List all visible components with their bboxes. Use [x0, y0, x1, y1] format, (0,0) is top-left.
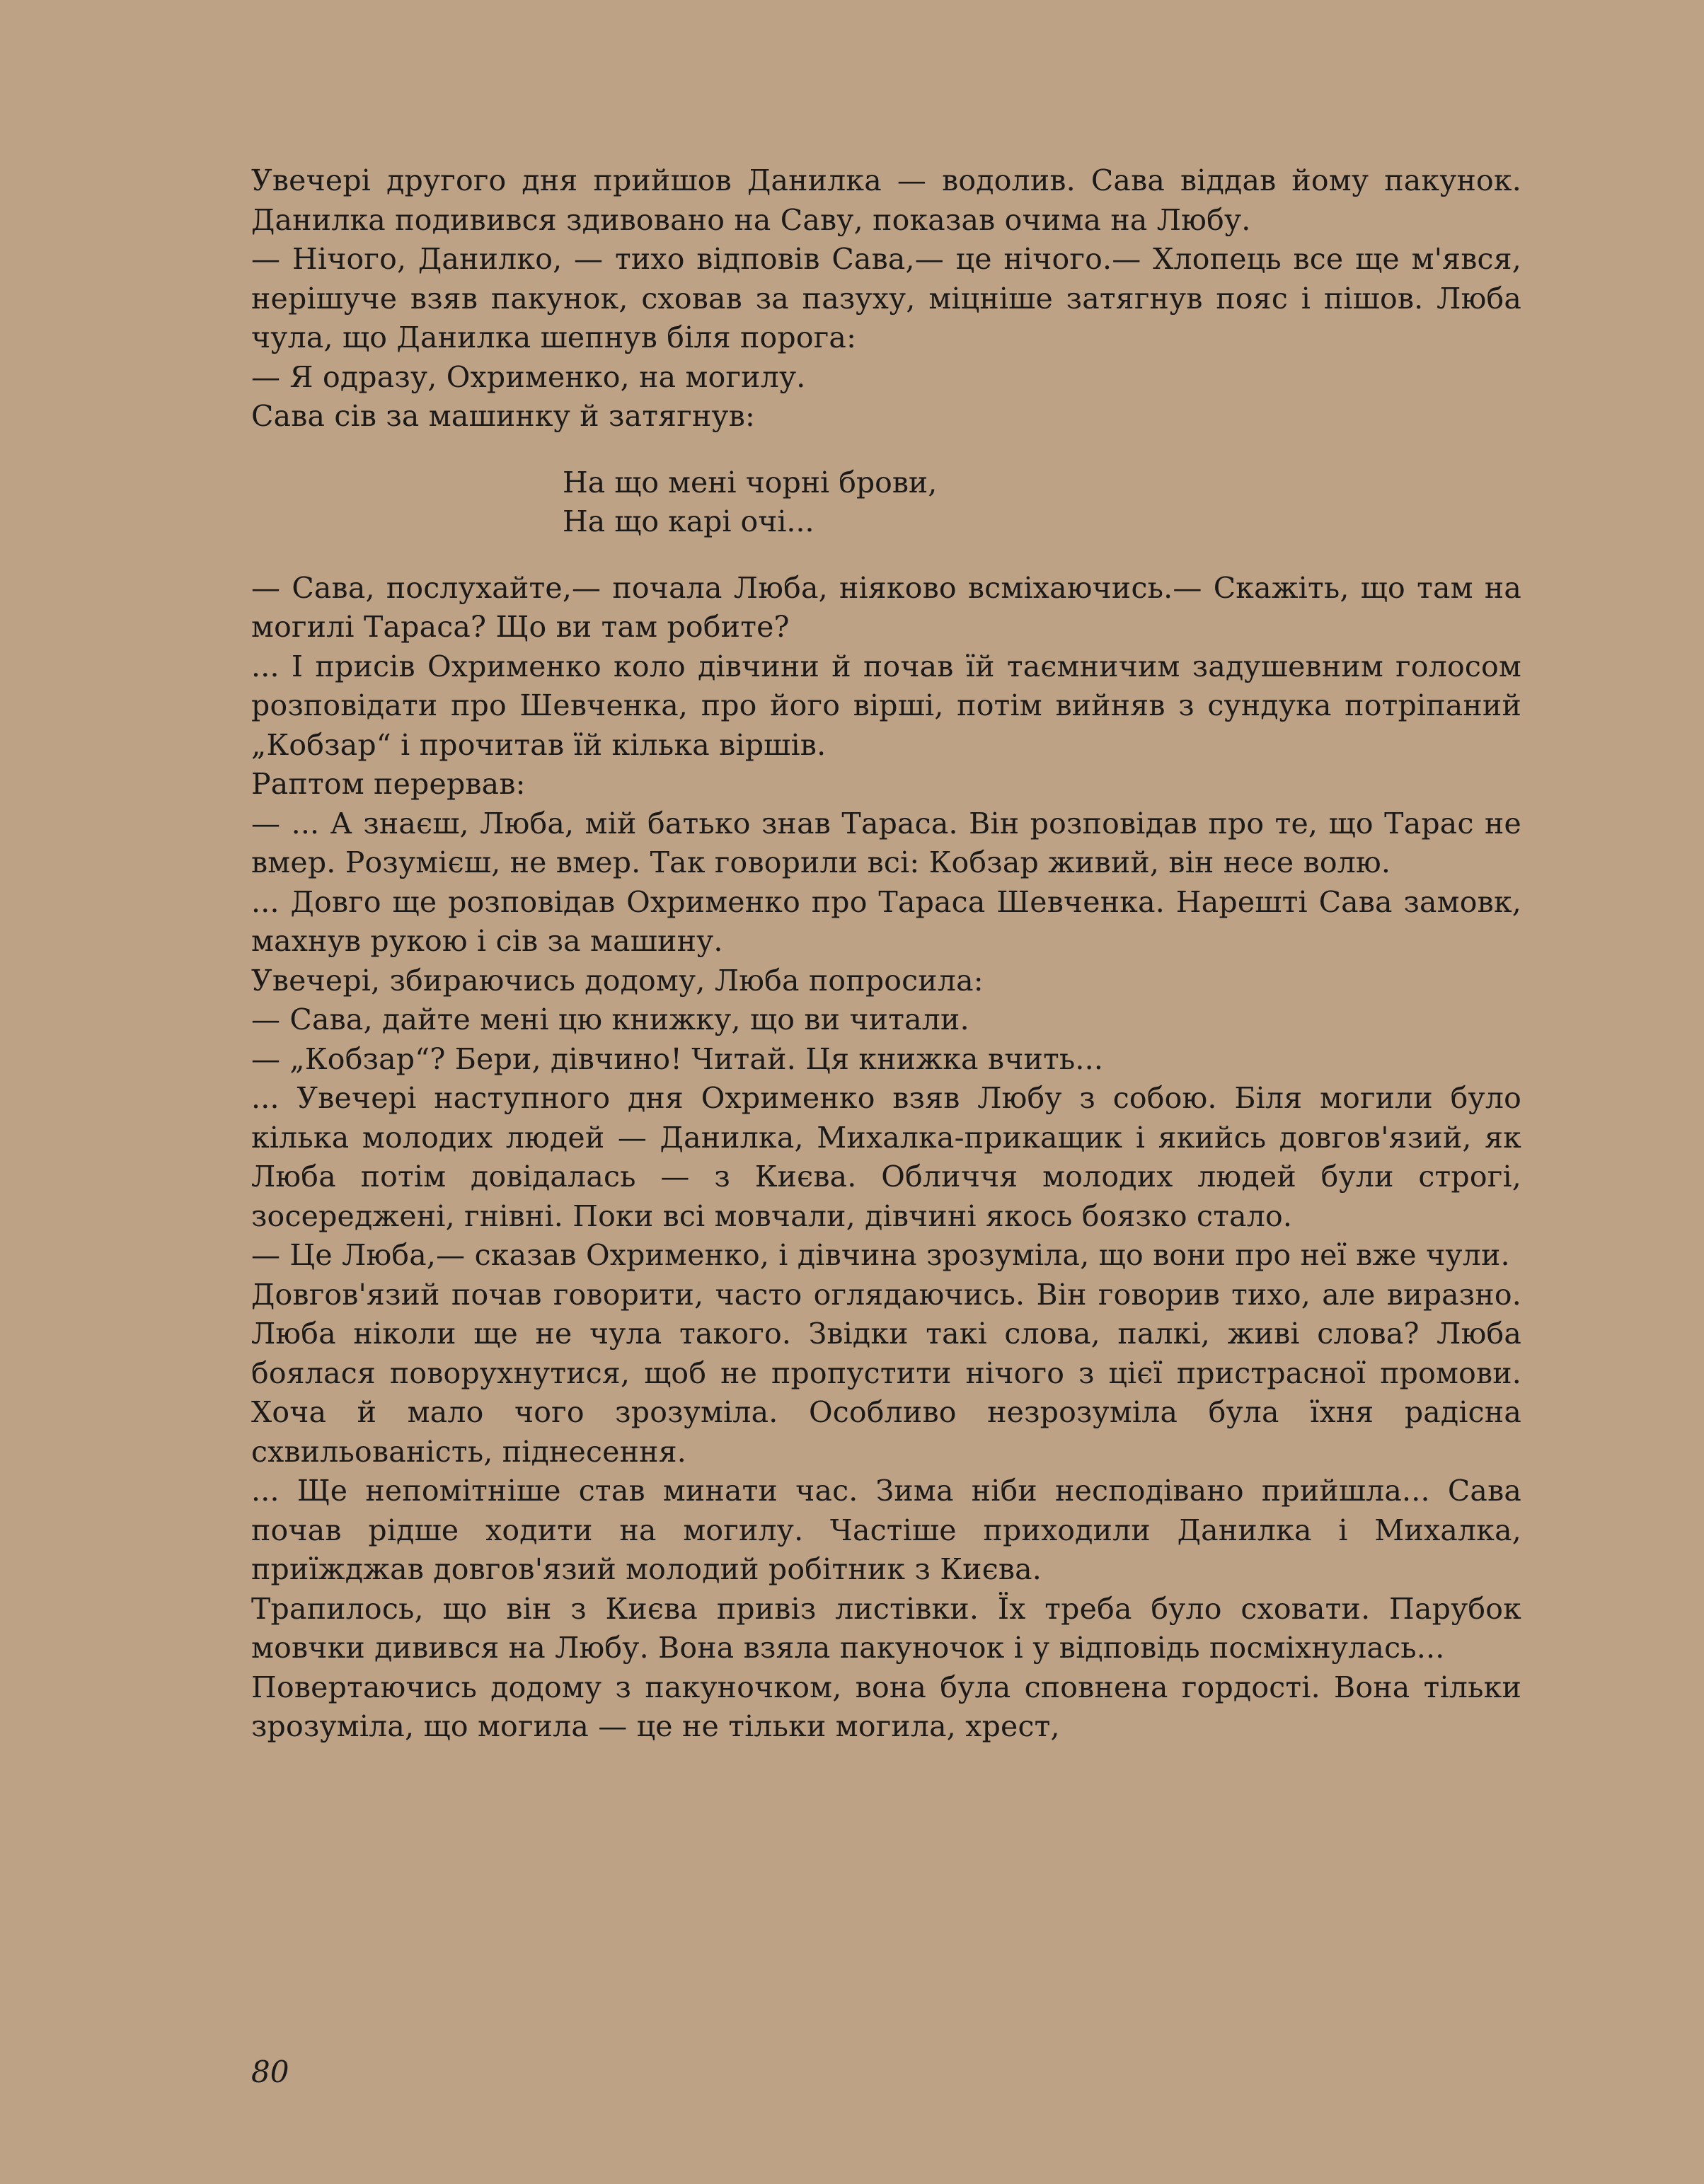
verse-line-1: На що мені чорні брови, [563, 465, 938, 499]
page-number: 80 [251, 2055, 289, 2089]
paragraph-14: — Це Люба,— сказав Охрименко, і дівчина зрозуміла, що вони про неї вже чули. [251, 1238, 1510, 1272]
page-text-block [251, 161, 1521, 1747]
paragraph-8: — ... А знаєш, Люба, мій батько знав Тараса. Він розповідав про те, що Тарас не вмер. Розумієш, не вмер. Так говорили всі: Кобзар живий, він несе волю. [251, 806, 1521, 879]
paragraph-7: Раптом перервав: [251, 767, 526, 801]
paragraph-1: Увечері другого дня прийшов Данилка — водолив. Сава віддав йому пакунок. Данилка подивився здивовано на Саву, показав очима на Любу. [251, 163, 1521, 237]
verse-quote [251, 463, 1521, 542]
paragraph-2: — Нічого, Данилко, — тихо відповів Сава,— це нічого.— Хлопець все ще м'явся, нерішуче взяв пакунок, сховав за пазуху, міцніше затягнув пояс і пішов. Люба чула, що Данилка шепнув біля порога: [251, 242, 1521, 354]
paragraph-18: Повертаючись додому з пакуночком, вона була сповнена гордості. Вона тільки зрозуміла, що могила — це не тільки могила, хрест, [251, 1670, 1521, 1743]
paragraph-17: Трапилось, що він з Києва привіз листівки. Їх треба було сховати. Парубок мовчки дивився на Любу. Вона взяла пакуночок і у відповідь посміхнулась... [251, 1591, 1521, 1665]
paragraph-3: — Я одразу, Охрименко, на могилу. [251, 359, 806, 394]
paragraph-4: Сава сів за машинку й затягнув: [251, 399, 756, 433]
paragraph-15: Довгов'язий почав говорити, часто оглядаючись. Він говорив тихо, але виразно. Люба ніколи ще не чула такого. Звідки такі слова, палкі, живі слова? Люба боялася поворухнутися, щоб не пропустити нічого з цієї пристрасної промови. Хоча й мало чого зрозуміла. Особливо незрозуміла була їхня радісна схвильованість, піднесення. [251, 1277, 1521, 1469]
paragraph-16: ... Ще непомітніше став минати час. Зима ніби несподівано прийшла... Сава почав рідше ходити на могилу. Частіше приходили Данилка і Михалка, приїжджав довгов'язий молодий робітник з Києва. [251, 1474, 1521, 1586]
paragraph-13: ... Увечері наступного дня Охрименко взяв Любу з собою. Біля могили було кілька молодих людей — Данилка, Михалка-прикащик і якийсь довгов'язий, як Люба потім довідалась — з Києва. Обличчя молодих людей були строгі, зосереджені, гнівні. Поки всі мовчали, дівчині якось боязко стало. [251, 1081, 1521, 1233]
paragraph-11: — Сава, дайте мені цю книжку, що ви читали. [251, 1003, 969, 1036]
verse-line-2: На що карі очі... [563, 504, 814, 538]
paragraph-5: — Сава, послухайте,— почала Люба, ніяково всміхаючись.— Скажіть, що там на могилі Тараса? Що ви там робите? [251, 570, 1521, 644]
paragraph-10: Увечері, збираючись додому, Люба попросила: [251, 963, 984, 998]
paragraph-6: ... І присів Охрименко коло дівчини й почав їй таємничим задушевним голосом розповідати про Шевченка, про його вірші, потім вийняв з сундука потріпаний „Кобзар“ і прочитав їй кілька віршів. [251, 649, 1521, 762]
paragraph-12: — „Кобзар“? Бери, дівчино! Читай. Ця книжка вчить... [251, 1041, 1104, 1076]
paragraph-9: ... Довго ще розповідав Охрименко про Тараса Шевченка. Нарешті Сава замовк, махнув рукою і сів за машину. [251, 884, 1521, 958]
